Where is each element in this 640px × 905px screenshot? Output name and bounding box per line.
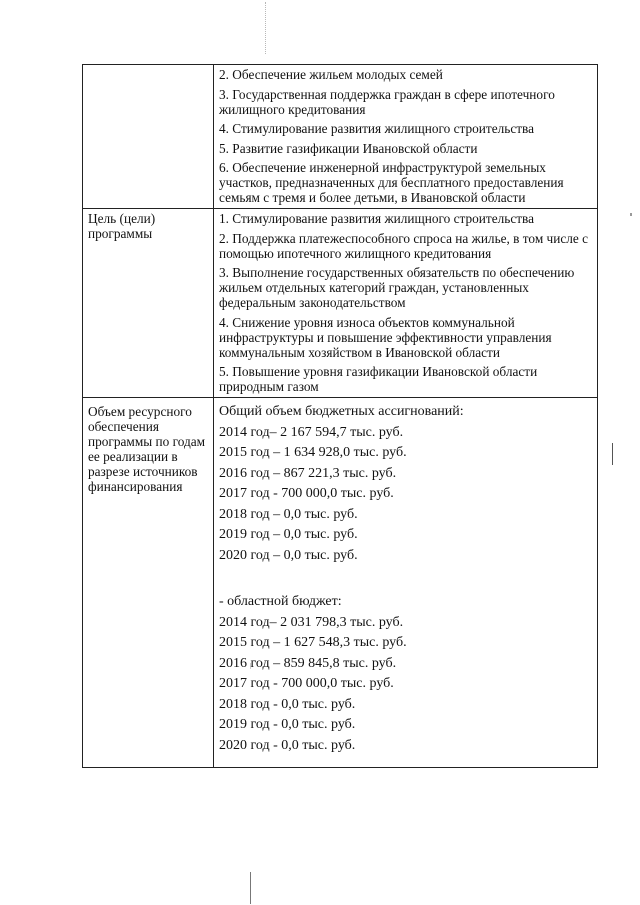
- scan-artifact-top: [265, 2, 267, 54]
- funding-line: 2016 год – 859 845,8 тыс. руб.: [219, 655, 397, 671]
- funding-line: 2016 год – 867 221,3 тыс. руб.: [219, 465, 397, 481]
- scan-artifact-bottom: [250, 872, 251, 904]
- subprogram-list: [214, 65, 598, 209]
- list-item: 2. Обеспечение жильем молодых семей: [219, 67, 443, 82]
- list-item: 1. Стимулирование развития жилищного строительства: [219, 211, 535, 226]
- funding-line: 2017 год - 700 000,0 тыс. руб.: [219, 676, 394, 691]
- funding-line: 2014 год– 2 031 798,3 тыс. руб.: [219, 614, 404, 630]
- scan-artifact-right: [612, 443, 613, 465]
- list-item: 4. Снижение уровня износа объектов коммунальной инфраструктуры и повышение эффективности управления коммунальным хозяйством в Ивановской области: [219, 314, 552, 360]
- list-item: 4. Стимулирование развития жилищного строительства: [219, 121, 535, 136]
- funding-line: 2018 год – 0,0 тыс. руб.: [219, 506, 358, 522]
- list-item: 3. Выполнение государственных обязательств по обеспечению жильем отдельных категорий граждан, установленных федеральным законодательством: [219, 265, 575, 310]
- funding-total-heading: Общий объем бюджетных ассигнований:: [219, 404, 464, 419]
- row-label-empty: [83, 65, 214, 209]
- row-label-goals: Цель (цели) программы: [83, 209, 214, 398]
- list-item: 5. Повышение уровня газификации Ивановской области природным газом: [219, 364, 538, 394]
- table-row-funding: [83, 398, 598, 768]
- table-row-goals: [83, 209, 598, 398]
- funding-line: 2015 год – 1 634 928,0 тыс. руб.: [219, 445, 407, 460]
- table-row-subprograms: [83, 65, 598, 209]
- funding-line: 2015 год – 1 627 548,3 тыс. руб.: [219, 635, 407, 650]
- goals-list: [214, 209, 598, 398]
- funding-line: 2019 год - 0,0 тыс. руб.: [219, 717, 356, 732]
- funding-line: 2019 год – 0,0 тыс. руб.: [219, 527, 358, 542]
- list-item: 2. Поддержка платежеспособного спроса на жилье, в том числе с помощью ипотечного жилищного кредитования: [219, 230, 589, 261]
- funding-line: 2020 год - 0,0 тыс. руб.: [219, 737, 356, 753]
- funding-regional-heading: - областной бюджет:: [219, 594, 342, 609]
- program-passport-table: [82, 64, 598, 768]
- spacer: [219, 568, 592, 594]
- scan-artifact-right-dot: [630, 213, 632, 216]
- funding-details: [214, 398, 598, 768]
- list-item: 6. Обеспечение инженерной инфраструктурой земельных участков, предназначенных для бесплатного предоставления семьям с тремя и более детьми, в Ивановской области: [219, 160, 564, 205]
- funding-line: 2014 год– 2 167 594,7 тыс. руб.: [219, 424, 404, 440]
- funding-line: 2020 год – 0,0 тыс. руб.: [219, 547, 358, 563]
- row-label-funding: Объем ресурсного обеспечения программы по годам ее реализации в разрезе источников финансирования: [83, 398, 214, 768]
- funding-line: 2017 год - 700 000,0 тыс. руб.: [219, 486, 394, 501]
- list-item: 3. Государственная поддержка граждан в сфере ипотечного жилищного кредитования: [219, 86, 555, 117]
- funding-line: 2018 год - 0,0 тыс. руб.: [219, 696, 356, 712]
- list-item: 5. Развитие газификации Ивановской области: [219, 140, 478, 156]
